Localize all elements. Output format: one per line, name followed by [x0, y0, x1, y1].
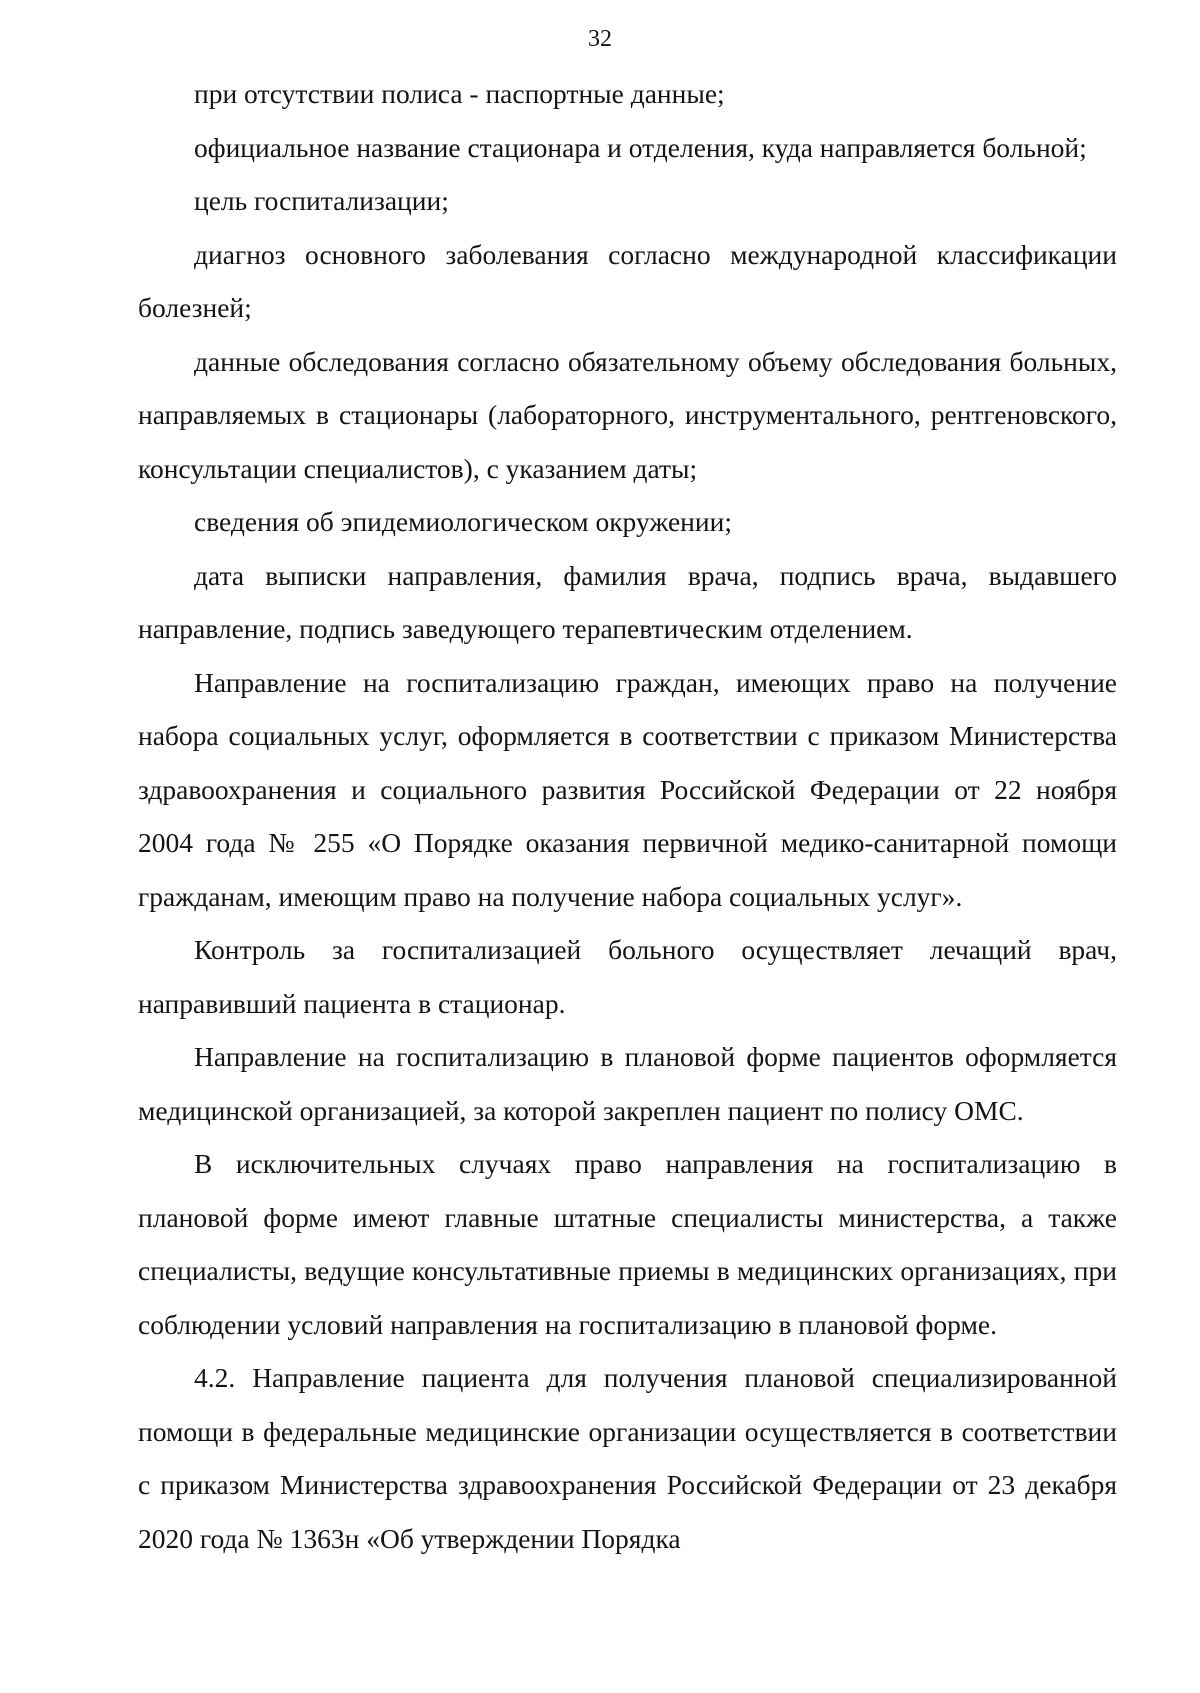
paragraph-planned-referral: Направление на госпитализацию в плановой форме пациентов оформляется медицинской организацией, за которой закреплен пациент по полису ОМС.	[138, 1041, 1117, 1126]
paragraph-epidemiological-info: сведения об эпидемиологическом окружении;	[194, 506, 732, 537]
paragraph-hospitalization-control: Контроль за госпитализацией больного осуществляет лечащий врач, направивший пациента в стационар.	[138, 934, 1117, 1019]
paragraph-diagnosis: диагноз основного заболевания согласно международной классификации болезней;	[138, 238, 1117, 323]
paragraph-examination-data: данные обследования согласно обязательному объему обследования больных, направляемых в стационары (лабораторного, инструментального, рентгеновского, консультации специалистов), с указанием даты;	[138, 345, 1117, 484]
paragraph-hospitalization-purpose: цель госпитализации;	[194, 185, 449, 216]
document-body	[138, 67, 1117, 1565]
paragraph-passport-data: при отсутствии полиса - паспортные данные;	[194, 78, 725, 109]
page-number: 32	[588, 26, 612, 52]
paragraph-section-4-2: 4.2. Направление пациента для получения плановой специализированной помощи в федеральные медицинские организации осуществляется в соответствии с приказом Министерства здравоохранения Российской Федерации от 23 декабря 2020 года № 1363н «Об утверждении Порядка	[138, 1362, 1117, 1554]
paragraph-referral-signatures: дата выписки направления, фамилия врача, подпись врача, выдавшего направление, подпись заведующего терапевтическим отделением.	[138, 559, 1117, 644]
paragraph-hospital-name: официальное название стационара и отделения, куда направляется больной;	[194, 131, 1087, 163]
paragraph-social-services-referral: Направление на госпитализацию граждан, имеющих право на получение набора социальных услуг, оформляется в соответствии с приказом Министерства здравоохранения и социального развития Российской Федерации от 22 ноября 2004 года № 255 «О Порядке оказания первичной медико-санитарной помощи гражданам, имеющим право на получение набора социальных услуг».	[138, 666, 1117, 912]
paragraph-exceptional-cases: В исключительных случаях право направления на госпитализацию в плановой форме имеют главные штатные специалисты министерства, а также специалисты, ведущие консультативные приемы в медицинских организациях, при соблюдении условий направления на госпитализацию в плановой форме.	[138, 1148, 1117, 1340]
